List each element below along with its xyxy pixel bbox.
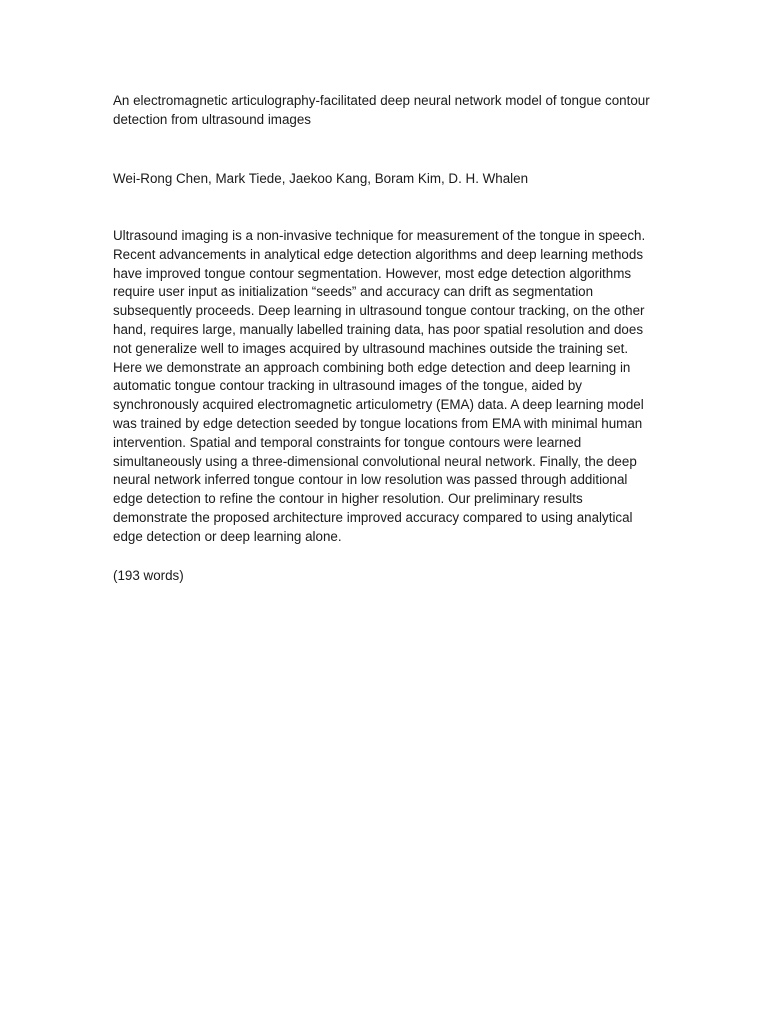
document-body — [113, 92, 658, 583]
word-count: (193 words) — [113, 568, 184, 583]
paper-title: An electromagnetic articulography-facilitated deep neural network model of tongue contour detection from ultrasound images — [113, 93, 650, 127]
author-list: Wei-Rong Chen, Mark Tiede, Jaekoo Kang, Boram Kim, D. H. Whalen — [113, 171, 529, 186]
abstract-paragraph: Ultrasound imaging is a non-invasive technique for measurement of the tongue in speech. Recent advancements in analytical edge detection algorithms and deep learning methods have improved tongue contour segmentation. However, most edge detection algorithms require user input as initialization “seeds” and accuracy can drift as segmentation subsequently proceeds. Deep learning in ultrasound tongue contour tracking, on the other hand, requires large, manually labelled training data, has poor spatial resolution and does not generalize well to images acquired by ultrasound machines outside the training set. Here we demonstrate an approach combining both edge detection and deep learning in automatic tongue contour tracking in ultrasound images of the tongue, aided by synchronously acquired electromagnetic articulometry (EMA) data. A deep learning model was trained by edge detection seeded by tongue locations from EMA with minimal human intervention. Spatial and temporal constraints for tongue contours were learned simultaneously using a three-dimensional convolutional neural network. Finally, the deep neural network inferred tongue contour in low resolution was passed through additional edge detection to refine the contour in higher resolution. Our preliminary results demonstrate the proposed architecture improved accuracy compared to using analytical edge detection or deep learning alone. — [113, 228, 646, 544]
